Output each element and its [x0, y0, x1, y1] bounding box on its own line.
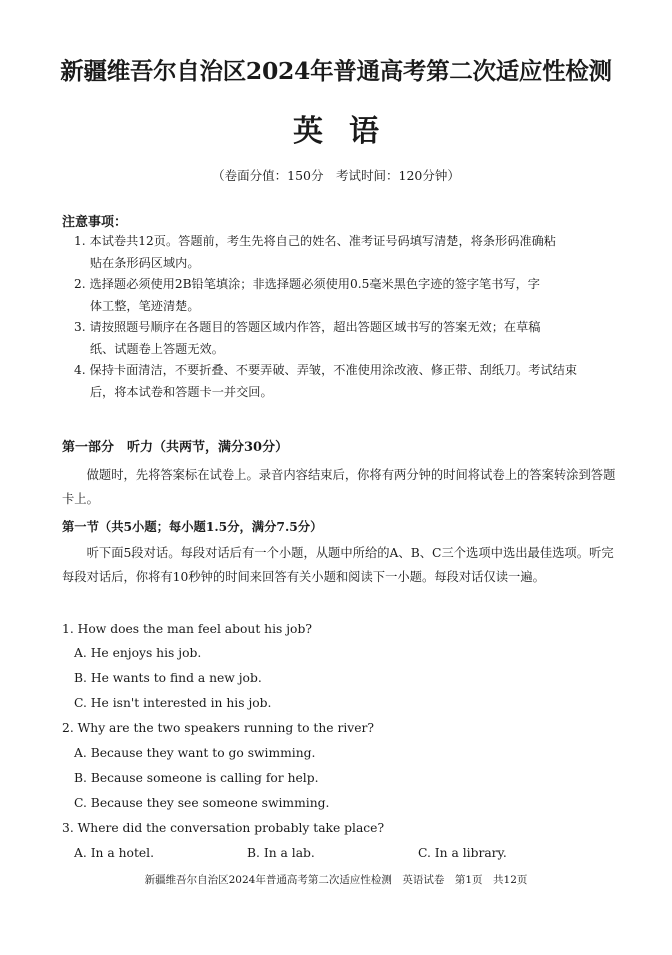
section1-intro-text: 听下面5段对话。每段对话后有一个小题，从题中所给的A、B、C三个选项中选出最佳选项。听完每段对话后，你将有10秒钟的时间来回答有关小题和阅读下一小题。每段对话仅读一遍。	[62, 546, 614, 584]
notice-item: 4. 保持卡面清洁，不要折叠、不要弄破、弄皱，不准使用涂改液、修正带、刮纸刀。考试结束	[74, 363, 578, 377]
notice-item: 体工整，笔迹清楚。	[89, 298, 200, 313]
notice-item: 2. 选择题必须使用2B铅笔填涂；非选择题必须使用0.5毫米黑色字迹的签字笔书写，字	[74, 277, 540, 291]
answer-option: C. Because they see someone swimming.	[74, 796, 330, 810]
notice-item: 贴在条形码区域内。	[89, 255, 200, 270]
exam-meta: （卷面分值：150分 考试时间：120分钟）	[212, 168, 460, 183]
subject-title: 英语	[293, 114, 405, 149]
notice-list	[74, 231, 622, 403]
answer-option: B. He wants to find a new job.	[74, 671, 262, 685]
exam-title: 新疆维吾尔自治区2024年普通高考第二次适应性检测	[60, 57, 612, 85]
answer-option: B. Because someone is calling for help.	[74, 771, 319, 785]
notice-item: 3. 请按照题号顺序在各题目的答题区域内作答，超出答题区域书写的答案无效；在草稿	[74, 320, 541, 334]
answer-option: C. In a library.	[418, 846, 507, 860]
part1-intro	[62, 464, 616, 511]
page-footer: 新疆维吾尔自治区2024年普通高考第二次适应性检测 英语试卷 第1页 共12页	[144, 874, 528, 886]
answer-option: C. He isn't interested in his job.	[74, 696, 272, 710]
part1-intro-text: 做题时，先将答案标在试卷上。录音内容结束后，你将有两分钟的时间将试卷上的答案转涂到答题卡上。	[62, 468, 616, 506]
notice-item: 1. 本试卷共12页。答题前，考生先将自己的姓名、准考证号码填写清楚，将条形码准确粘	[74, 234, 556, 248]
notice-item: 后，将本试卷和答题卡一并交回。	[89, 384, 273, 399]
question-stem: 1. How does the man feel about his job?	[62, 622, 312, 636]
answer-option: A. He enjoys his job.	[74, 646, 202, 660]
answer-option: A. In a hotel.	[74, 846, 155, 860]
answer-option: A. Because they want to go swimming.	[74, 746, 316, 760]
section1-heading: 第一节（共5小题；每小题1.5分，满分7.5分）	[62, 519, 323, 534]
notice-item: 纸、试题卷上答题无效。	[89, 341, 224, 356]
section1-intro	[62, 542, 616, 589]
question-stem: 3. Where did the conversation probably take place?	[62, 821, 385, 835]
answer-option: B. In a lab.	[247, 846, 315, 860]
question-stem: 2. Why are the two speakers running to the river?	[62, 721, 374, 735]
part1-heading: 第一部分 听力（共两节，满分30分）	[62, 440, 289, 455]
notice-heading: 注意事项：	[62, 215, 128, 230]
